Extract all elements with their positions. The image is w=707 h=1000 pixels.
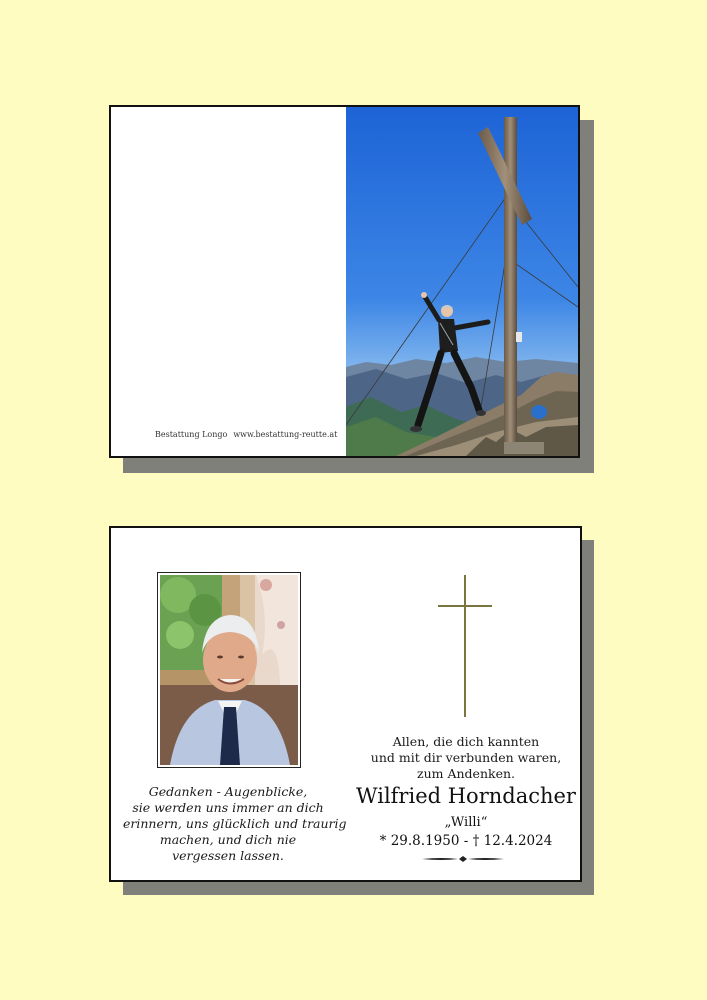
back-card	[109, 526, 582, 882]
deceased-nickname: „Willi“	[444, 815, 488, 830]
portrait-photo	[160, 575, 298, 765]
dedication-line: zum Andenken.	[417, 766, 515, 781]
portrait-frame	[157, 572, 301, 768]
front-card-blank-panel	[111, 107, 346, 456]
dedication-line: Allen, die dich kannten	[392, 734, 540, 749]
poem-line: sie werden uns immer an dich	[132, 800, 324, 815]
poem-line: Gedanken - Augenblicke,	[148, 784, 308, 799]
funeral-home-name: Bestattung Longo	[155, 430, 228, 439]
life-dates: * 29.8.1950 - † 12.4.2024	[379, 833, 553, 849]
front-card	[109, 105, 580, 458]
divider-ornament	[422, 855, 504, 863]
deceased-name: Wilfried Horndacher	[356, 784, 576, 808]
poem-line: erinnern, uns glücklich und traurig	[123, 816, 347, 831]
summit-cross-photo	[346, 107, 578, 456]
poem-line: machen, und dich nie	[159, 832, 297, 847]
poem-line: vergessen lassen.	[172, 848, 284, 863]
funeral-home-imprint	[155, 430, 337, 439]
funeral-home-url: www.bestattung-reutte.at	[233, 430, 338, 439]
dedication-line: und mit dir verbunden waren,	[370, 750, 562, 765]
cross-icon	[438, 575, 492, 717]
dedication-text	[351, 734, 581, 782]
memorial-poem	[123, 784, 347, 864]
